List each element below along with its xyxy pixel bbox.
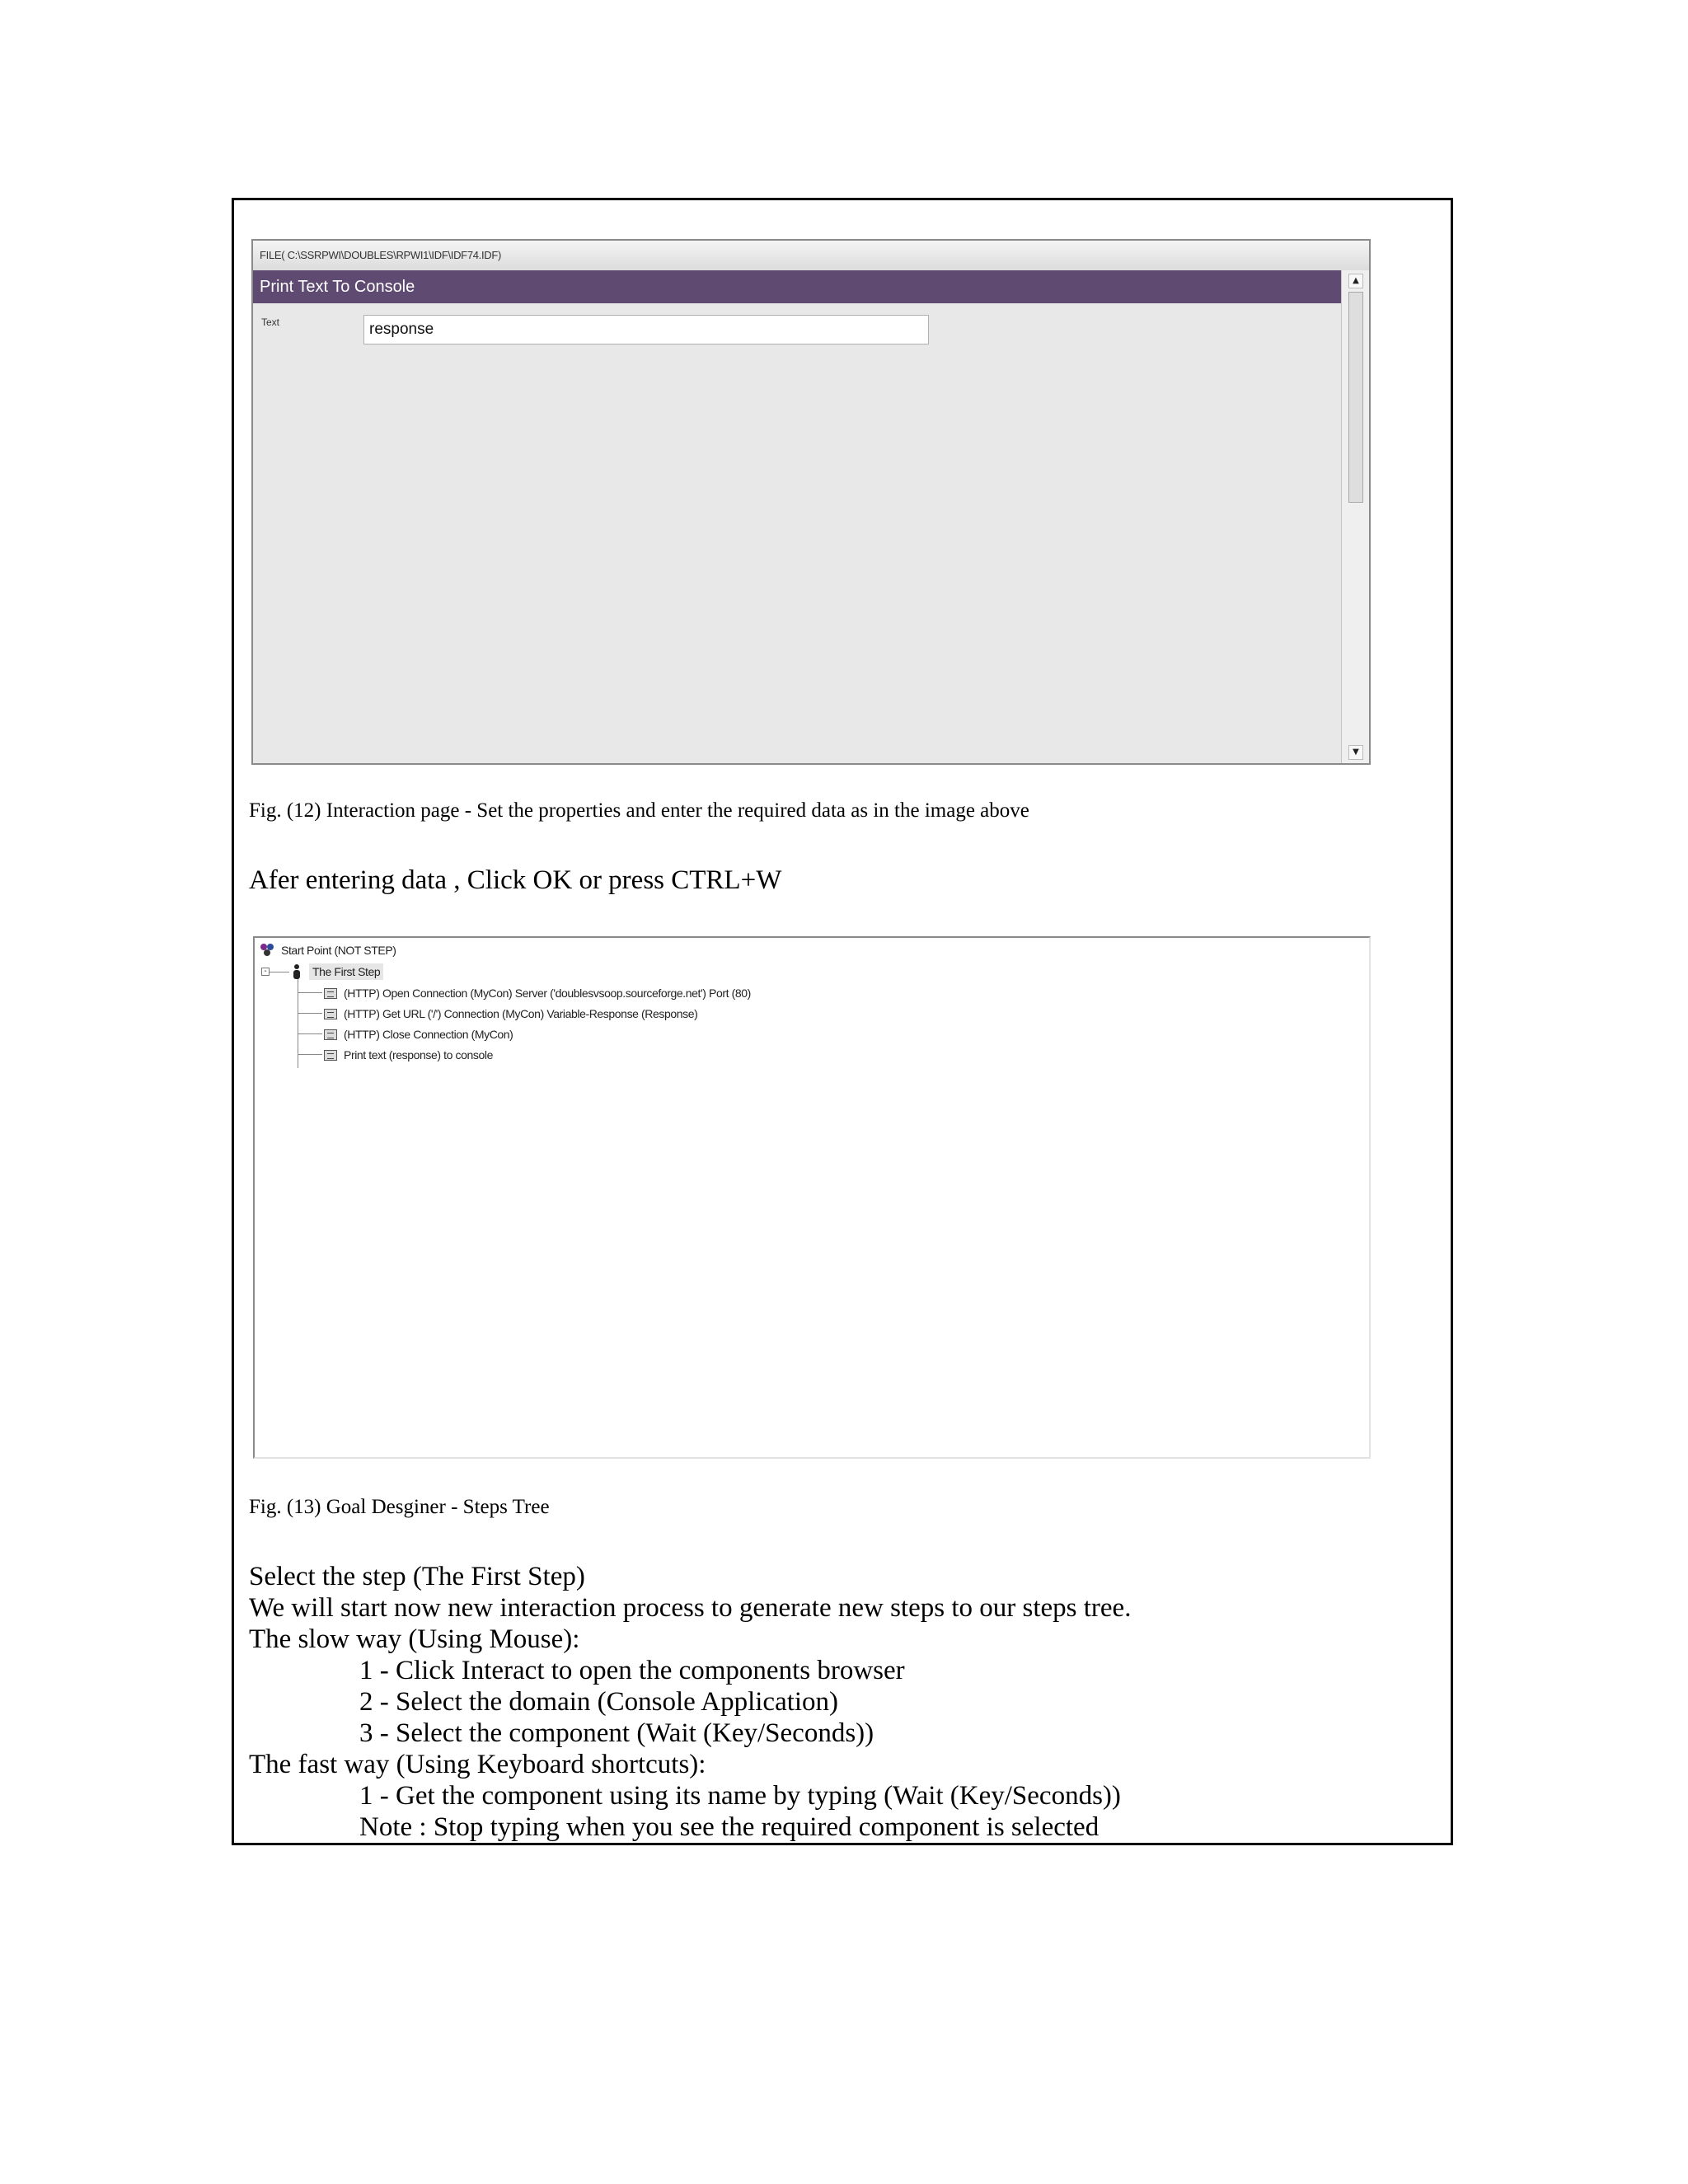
tree-connector [298,992,322,993]
steps-tree-screenshot [253,936,1371,1459]
tree-root[interactable] [260,941,396,958]
tree-step-label: The First Step [309,963,383,980]
tree-connector [298,1013,322,1014]
slow-step-3: 3 - Select the component (Wait (Key/Seconds)) [359,1718,874,1748]
fast-way-heading: The fast way (Using Keyboard shortcuts): [249,1750,706,1779]
figure-13-caption: Fig. (13) Goal Desginer - Steps Tree [249,1496,550,1518]
slow-step-2: 2 - Select the domain (Console Application) [359,1687,839,1717]
start-point-icon [260,943,274,958]
figure-12-caption: Fig. (12) Interaction page - Set the properties and enter the required data as in the image above [249,799,1029,822]
fast-step-note: Note : Stop typing when you see the required component is selected [359,1812,1100,1842]
component-icon [324,1050,337,1061]
collapse-icon[interactable]: - [261,968,270,976]
tree-item-label: (HTTP) Open Connection (MyCon) Server ('doublesvsoop.sourceforge.net') Port (80) [344,987,751,1001]
tree-item-label: Print text (response) to console [344,1048,493,1062]
tree-root-label: Start Point (NOT STEP) [281,944,396,958]
tree-item[interactable] [324,984,751,1001]
component-icon [324,1029,337,1040]
tree-step[interactable] [291,963,383,980]
step-person-icon [291,963,302,980]
panel-title: Print Text To Console [253,270,1341,303]
component-icon [324,1009,337,1019]
text-field-input[interactable]: response [363,315,929,344]
interaction-page-screenshot [251,239,1371,765]
vertical-scrollbar[interactable] [1341,270,1369,763]
tree-item-label: (HTTP) Close Connection (MyCon) [344,1028,513,1042]
body-line-2: We will start now new interaction process to generate new steps to our steps tree. [249,1593,1132,1623]
tree-item[interactable] [324,1005,697,1022]
tree-item[interactable] [324,1046,493,1063]
tree-connector [298,1054,322,1055]
slow-way-heading: The slow way (Using Mouse): [249,1624,580,1654]
fast-step-1: 1 - Get the component using its name by typing (Wait (Key/Seconds)) [359,1781,1121,1811]
tree-item[interactable] [324,1025,513,1043]
text-field-label: Text [261,316,280,328]
file-path-bar: FILE( C:\SSRPWI\DOUBLES\RPWI1\IDF\IDF74.IDF) [253,241,1369,271]
scroll-down-icon[interactable]: ▼ [1348,745,1363,760]
properties-panel [253,270,1341,763]
scroll-thumb[interactable] [1348,292,1363,503]
slow-step-1: 1 - Click Interact to open the components browser [359,1656,905,1685]
tree-connector [298,1033,322,1034]
body-line-1: Select the step (The First Step) [249,1562,585,1591]
after-entering-text: Afer entering data , Click OK or press CTRL+W [249,865,782,895]
tree-item-label: (HTTP) Get URL ('/') Connection (MyCon) Variable-Response (Response) [344,1007,698,1021]
scroll-up-icon[interactable]: ▲ [1348,274,1363,288]
component-icon [324,988,337,999]
